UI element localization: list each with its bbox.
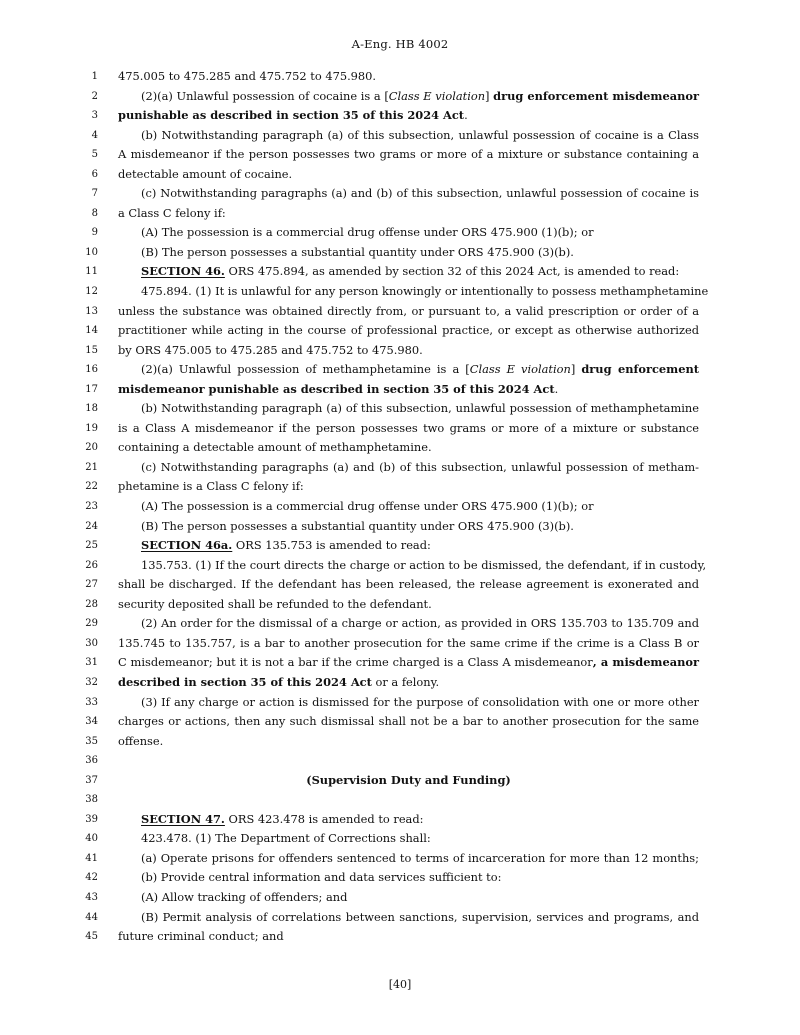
line-text — [118, 575, 699, 595]
text-segment: C misdemeanor; but it is not a bar if the crime charged is a Class A misdemeanor — [118, 655, 593, 670]
line-number: 11 — [85, 266, 98, 278]
document-line — [0, 751, 800, 771]
text-segment: ORS 475.894, as amended by section 32 of this 2024 Act, is amended to read: — [224, 264, 680, 279]
text-segment: Class E violation — [469, 362, 571, 377]
text-segment: charges or actions, then any such dismissal shall not be a bar to another prosecution for the same — [118, 714, 699, 729]
document-line — [0, 145, 800, 165]
line-text — [118, 262, 699, 282]
line-text — [118, 438, 699, 458]
line-text — [118, 888, 699, 908]
line-text — [118, 223, 699, 243]
line-number: 34 — [85, 716, 98, 728]
text-segment: detectable amount of cocaine. — [118, 166, 293, 181]
text-segment: , a misdemeanor — [592, 655, 699, 670]
line-number: 6 — [91, 168, 98, 180]
text-segment: phetamine is a Class C felony if: — [118, 479, 304, 494]
page-header: A-Eng. HB 4002 — [351, 37, 449, 51]
document-line — [0, 458, 800, 478]
line-text — [118, 282, 709, 302]
line-number: 32 — [85, 676, 98, 688]
document-line — [0, 360, 800, 380]
text-segment: (c) Notwithstanding paragraphs (a) and (b) of this subsection, unlawful possession of metham- — [141, 459, 699, 474]
line-text — [118, 556, 707, 576]
document-line — [0, 223, 800, 243]
line-text — [118, 67, 699, 87]
line-text — [118, 517, 699, 537]
line-number: 20 — [85, 442, 98, 454]
text-segment: misdemeanor punishable as described in section 35 of this 2024 Act — [118, 381, 555, 396]
document-line — [0, 653, 800, 673]
text-segment: (c) Notwithstanding paragraphs (a) and (b) of this subsection, unlawful possession of cocaine is — [141, 186, 699, 201]
text-segment: drug enforcement — [581, 362, 699, 377]
line-text — [118, 712, 699, 732]
line-text — [118, 829, 699, 849]
text-segment: practitioner while acting in the course of professional practice, or except as otherwise authorized — [118, 323, 699, 338]
text-segment: ] — [485, 88, 494, 103]
line-text — [118, 868, 699, 888]
document-line — [0, 575, 800, 595]
line-text — [118, 204, 699, 224]
text-segment: or a felony. — [371, 674, 440, 689]
line-text — [118, 595, 699, 615]
line-text — [118, 243, 699, 263]
line-number: 27 — [85, 579, 98, 591]
document-line — [0, 771, 800, 791]
text-segment: (2)(a) Unlawful possession of cocaine is a [ — [141, 88, 389, 103]
line-number: 16 — [85, 364, 98, 376]
text-segment: (B) The person possesses a substantial quantity under ORS 475.900 (3)(b). — [141, 518, 574, 533]
document-line — [0, 908, 800, 928]
text-segment: . — [554, 381, 559, 396]
text-segment: (B) The person possesses a substantial quantity under ORS 475.900 (3)(b). — [141, 244, 574, 259]
text-segment: SECTION 46. — [141, 264, 225, 279]
document-line — [0, 262, 800, 282]
line-number: 39 — [85, 813, 98, 825]
text-segment: 135.753. (1) If the court directs the charge or action to be dismissed, the defendant, if in custody, — [141, 557, 707, 572]
line-number: 35 — [85, 735, 98, 747]
text-segment: (a) Operate prisons for offenders sentenced to terms of incarceration for more than 12 months; — [141, 850, 699, 865]
document-line — [0, 477, 800, 497]
line-text — [118, 458, 699, 478]
document-line — [0, 497, 800, 517]
line-number: 31 — [85, 657, 98, 669]
line-number: 37 — [85, 774, 98, 786]
document-line — [0, 165, 800, 185]
document-line — [0, 829, 800, 849]
text-segment: shall be discharged. If the defendant has been released, the release agreement is exonerated and — [118, 577, 699, 592]
document-line — [0, 634, 800, 654]
line-text — [118, 302, 699, 322]
text-segment: (2) An order for the dismissal of a charge or action, as provided in ORS 135.703 to 135.709 and — [141, 616, 699, 631]
document-line — [0, 536, 800, 556]
line-text — [118, 106, 699, 126]
text-segment: 423.478. (1) The Department of Corrections shall: — [141, 831, 431, 846]
line-number: 45 — [85, 931, 98, 943]
document-line — [0, 868, 800, 888]
text-segment: (A) The possession is a commercial drug offense under ORS 475.900 (1)(b); or — [141, 499, 594, 514]
line-number: 15 — [85, 344, 98, 356]
line-number: 21 — [85, 461, 98, 473]
line-number: 36 — [85, 755, 98, 767]
text-segment: (b) Notwithstanding paragraph (a) of this subsection, unlawful possession of cocaine is a Class — [141, 127, 699, 142]
line-text — [118, 126, 699, 146]
line-number: 29 — [85, 618, 98, 630]
document-line — [0, 282, 800, 302]
document-line — [0, 849, 800, 869]
line-text — [118, 341, 699, 361]
document-line — [0, 399, 800, 419]
line-number: 43 — [85, 891, 98, 903]
line-number: 28 — [85, 598, 98, 610]
document-body — [0, 67, 800, 947]
text-segment: punishable as described in section 35 of this 2024 Act — [118, 108, 465, 123]
line-number: 12 — [85, 286, 98, 298]
text-segment: 135.745 to 135.757, is a bar to another prosecution for the same crime if the crime is a Class B or — [118, 635, 699, 650]
line-number: 18 — [85, 403, 98, 415]
line-number: 26 — [85, 559, 98, 571]
document-line — [0, 888, 800, 908]
text-segment: security deposited shall be refunded to the defendant. — [118, 596, 432, 611]
document-line — [0, 67, 800, 87]
document-line — [0, 380, 800, 400]
line-text — [118, 87, 699, 107]
document-line — [0, 106, 800, 126]
line-text — [118, 927, 699, 947]
text-segment: SECTION 46a. — [141, 538, 233, 553]
document-line — [0, 712, 800, 732]
document-line — [0, 419, 800, 439]
document-line — [0, 438, 800, 458]
document-line — [0, 673, 800, 693]
line-number: 13 — [85, 305, 98, 317]
line-text — [118, 399, 699, 419]
text-segment: (b) Notwithstanding paragraph (a) of this subsection, unlawful possession of methamphetamine — [141, 401, 699, 416]
line-number: 23 — [85, 501, 98, 513]
line-number: 3 — [91, 110, 98, 122]
text-segment: (A) Allow tracking of offenders; and — [141, 889, 348, 904]
document-line — [0, 810, 800, 830]
line-number: 17 — [85, 383, 98, 395]
line-text — [118, 908, 699, 928]
text-segment: (3) If any charge or action is dismissed for the purpose of consolidation with one or more other — [141, 694, 699, 709]
text-segment: ORS 135.753 is amended to read: — [232, 538, 431, 553]
line-number: 10 — [85, 246, 98, 258]
document-line — [0, 321, 800, 341]
line-text — [118, 380, 699, 400]
text-segment: ] — [570, 362, 582, 377]
text-segment: (A) The possession is a commercial drug offense under ORS 475.900 (1)(b); or — [141, 225, 594, 240]
document-line — [0, 595, 800, 615]
document-line — [0, 302, 800, 322]
line-number: 42 — [85, 872, 98, 884]
text-segment: (b) Provide central information and data services sufficient to: — [141, 870, 502, 885]
text-segment: described in section 35 of this 2024 Act — [118, 674, 372, 689]
document-line — [0, 126, 800, 146]
text-segment: (2)(a) Unlawful possession of methamphetamine is a [ — [141, 362, 470, 377]
line-text — [118, 653, 699, 673]
line-text — [118, 732, 699, 752]
text-segment: 475.894. (1) It is unlawful for any person knowingly or intentionally to possess methamphetamine — [141, 284, 709, 299]
line-number: 2 — [91, 90, 98, 102]
line-number: 33 — [85, 696, 98, 708]
page-number: [40] — [388, 978, 412, 991]
line-text — [118, 321, 699, 341]
document-line — [0, 184, 800, 204]
text-segment: a Class C felony if: — [118, 205, 226, 220]
text-segment: drug enforcement misdemeanor — [493, 88, 699, 103]
document-line — [0, 87, 800, 107]
line-number: 9 — [91, 227, 98, 239]
line-number: 24 — [85, 520, 98, 532]
document-line — [0, 556, 800, 576]
text-segment: . — [464, 108, 468, 123]
text-segment: offense. — [118, 733, 164, 748]
text-segment: ORS 423.478 is amended to read: — [224, 811, 424, 826]
line-text — [118, 360, 699, 380]
document-line — [0, 341, 800, 361]
line-text — [118, 673, 699, 693]
line-text — [118, 419, 699, 439]
line-number: 40 — [85, 833, 98, 845]
line-number: 19 — [85, 422, 98, 434]
line-number: 14 — [85, 325, 98, 337]
line-number: 4 — [91, 129, 98, 141]
document-line — [0, 517, 800, 537]
text-segment: 475.005 to 475.285 and 475.752 to 475.980. — [118, 69, 377, 83]
line-text — [118, 497, 699, 517]
document-line — [0, 243, 800, 263]
text-segment: Class E violation — [388, 88, 486, 103]
document-line — [0, 732, 800, 752]
line-number: 41 — [85, 852, 98, 864]
line-number: 1 — [91, 71, 98, 82]
line-number: 25 — [85, 540, 98, 552]
line-number: 30 — [85, 637, 98, 649]
document-line — [0, 790, 800, 810]
line-number: 8 — [91, 207, 98, 219]
line-number: 5 — [91, 149, 98, 161]
document-line — [0, 614, 800, 634]
text-segment: SECTION 47. — [141, 811, 225, 826]
document-line — [0, 204, 800, 224]
line-number: 44 — [85, 911, 98, 923]
line-text — [118, 536, 699, 556]
document-line — [0, 693, 800, 713]
text-segment: is a Class A misdemeanor if the person possesses two grams or more of a mixture or substance — [118, 420, 699, 435]
document-line — [0, 927, 800, 947]
text-segment: A misdemeanor if the person possesses two grams or more of a mixture or substance containing a — [118, 147, 699, 162]
line-text — [118, 184, 699, 204]
line-number: 22 — [85, 481, 98, 493]
text-segment: by ORS 475.005 to 475.285 and 475.752 to 475.980. — [118, 342, 423, 357]
line-text — [118, 810, 699, 830]
text-segment: unless the substance was obtained directly from, or pursuant to, a valid prescription or order of a — [118, 303, 699, 318]
line-text — [118, 771, 699, 791]
line-text — [118, 165, 699, 185]
text-segment: (Supervision Duty and Funding) — [306, 772, 511, 787]
text-segment: future criminal conduct; and — [118, 929, 284, 944]
text-segment: containing a detectable amount of methamphetamine. — [118, 440, 432, 455]
line-text — [118, 849, 699, 869]
line-text — [118, 693, 699, 713]
text-segment: (B) Permit analysis of correlations between sanctions, supervision, services and programs, and — [141, 909, 699, 924]
line-text — [118, 477, 699, 497]
line-number: 38 — [85, 794, 98, 806]
line-number: 7 — [91, 188, 98, 200]
line-text — [118, 145, 699, 165]
line-text — [118, 614, 699, 634]
line-text — [118, 634, 699, 654]
